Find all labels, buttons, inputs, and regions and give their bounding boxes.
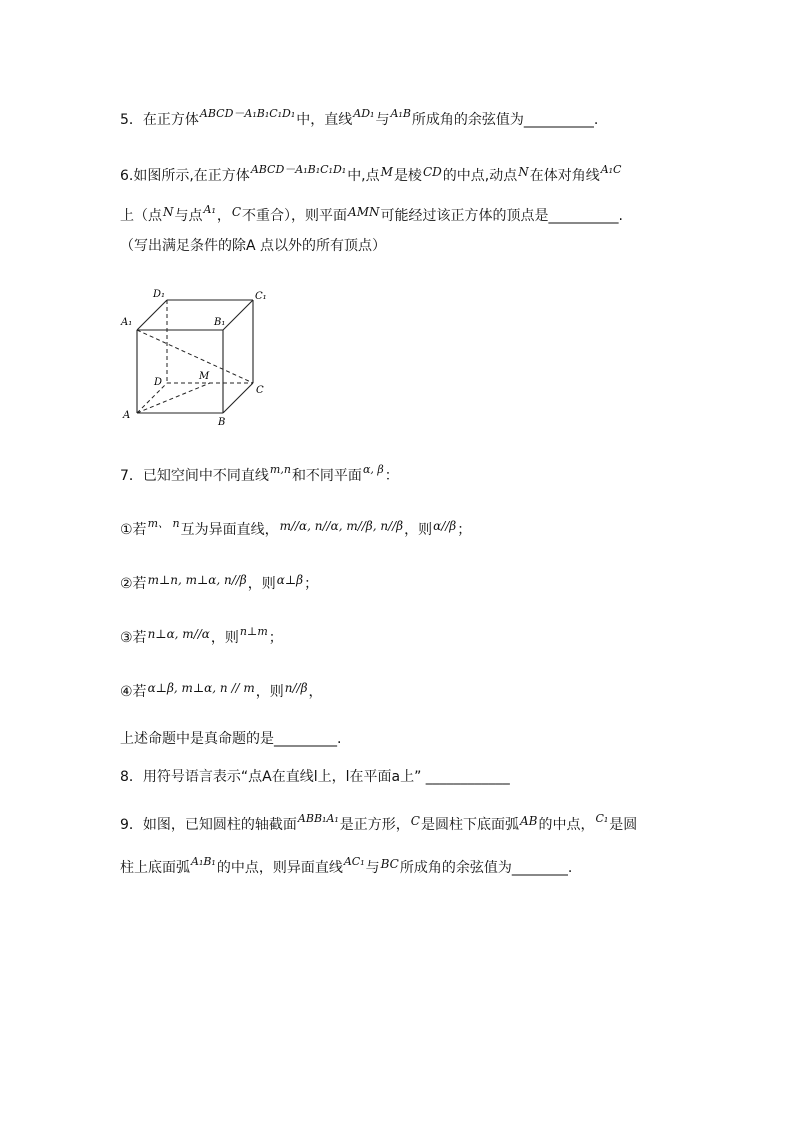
math-expr: CD	[422, 165, 442, 179]
math-expr: α⊥β	[276, 573, 304, 587]
text: ，则	[247, 576, 276, 592]
text: 上述命题中是真命题的是_________.	[120, 731, 342, 747]
text: 与点	[174, 208, 203, 224]
text: 的中点,动点	[442, 168, 518, 184]
edge-bc	[223, 383, 253, 413]
question-5	[120, 107, 599, 131]
edge-b1c1	[223, 300, 253, 330]
text: 是圆柱下底面弧	[420, 817, 519, 833]
math-expr: m//α, n//α, m//β, n//β	[279, 519, 404, 533]
proposition-4	[120, 682, 323, 702]
note-text: （写出满足条件的除A 点以外的所有顶点）	[120, 238, 387, 254]
question-7	[120, 463, 399, 487]
math-expr: α, β	[362, 463, 384, 476]
text: ；	[304, 576, 319, 592]
label-c1: C₁	[255, 291, 267, 302]
math-expr: A₁C	[600, 163, 622, 176]
math-expr: m⊥n, m⊥α, n//β	[147, 573, 247, 587]
proposition-2	[120, 574, 318, 594]
math-expr: m,n	[269, 463, 291, 476]
math-expr: A₁	[203, 203, 216, 216]
cube-figure	[115, 285, 275, 430]
math-expr: AC₁	[343, 855, 365, 868]
math-expr: m、 n	[147, 517, 180, 530]
math-expr: n⊥α, m//α	[147, 627, 210, 641]
text: 中,点	[347, 168, 380, 184]
question-6-note	[120, 236, 386, 256]
math-expr: N	[163, 205, 174, 219]
math-expr: BC	[380, 857, 399, 871]
question-9-line-1	[120, 812, 638, 836]
question-number: 6.	[120, 168, 134, 184]
text: 上（点	[120, 208, 162, 224]
text: 的中点，则异面直线	[216, 860, 343, 876]
math-expr: C	[231, 205, 242, 219]
text: 中，直线	[296, 112, 353, 128]
text: 和不同平面	[291, 468, 362, 484]
segment-am	[137, 383, 210, 413]
text: 已知空间中不同直线	[142, 468, 269, 484]
question-6-line-1	[120, 163, 622, 187]
proposition-3	[120, 625, 283, 649]
text: 是棱	[393, 168, 422, 184]
diagonal-a1c	[137, 330, 253, 383]
text: ；	[268, 630, 283, 646]
text: ②若	[120, 576, 147, 592]
edge-ad-hidden	[137, 383, 167, 413]
label-m: M	[199, 371, 210, 382]
math-expr: α//β	[433, 519, 457, 533]
text: 与	[375, 112, 390, 128]
text: 互为异面直线，	[180, 522, 279, 538]
label-b1: B₁	[214, 317, 226, 328]
math-expr: C	[410, 814, 420, 828]
text: ，	[308, 684, 323, 700]
label-a1: A₁	[121, 317, 133, 328]
edge-a1d1	[137, 300, 167, 330]
text: ④若	[120, 684, 147, 700]
text: 如图所示,在正方体	[133, 168, 250, 184]
text: ：	[384, 468, 399, 484]
text: 在正方体	[142, 112, 199, 128]
math-expr: C₁	[595, 812, 609, 825]
math-expr: ABCD－A₁B₁C₁D₁	[199, 107, 296, 120]
text: 的中点，	[538, 817, 595, 833]
text: 所成角的余弦值为__________.	[411, 112, 599, 128]
text: ，则	[210, 630, 239, 646]
text: ，则	[404, 522, 433, 538]
question-number: 5．	[120, 112, 143, 128]
math-expr: α⊥β, m⊥α, n // m	[147, 681, 255, 695]
math-expr: AMN	[348, 205, 380, 219]
question-6-line-2	[120, 203, 623, 227]
math-expr: n⊥m	[239, 625, 268, 638]
label-d1: D₁	[153, 289, 166, 300]
text: 不重合），则平面	[242, 208, 348, 224]
text: 8．用符号语言表示“点A在直线l上，l在平面a上” ____________	[120, 769, 510, 785]
math-expr: A₁B	[390, 107, 411, 120]
math-expr: ABCD－A₁B₁C₁D₁	[250, 163, 347, 176]
text: 可能经过该正方体的顶点是__________.	[380, 208, 623, 224]
text: ，则	[255, 684, 284, 700]
label-c: C	[256, 385, 264, 396]
math-expr: ABB₁A₁	[297, 812, 339, 825]
text: 在体对角线	[529, 168, 600, 184]
text: 柱上底面弧	[120, 860, 190, 876]
text: 是正方形，	[339, 817, 410, 833]
text: ①若	[120, 522, 147, 538]
question-8	[120, 767, 510, 787]
text: ③若	[120, 630, 147, 646]
text: ；	[457, 522, 472, 538]
text: 是圆	[609, 817, 638, 833]
question-number: 7．	[120, 468, 143, 484]
math-expr: N	[518, 165, 529, 179]
text: 与	[365, 860, 380, 876]
text: 所成角的余弦值为________.	[399, 860, 573, 876]
math-expr: A₁B₁	[191, 855, 216, 868]
text: 如图，已知圆柱的轴截面	[142, 817, 297, 833]
math-expr: AB	[519, 814, 538, 828]
label-b: B	[218, 417, 226, 428]
question-number: 9．	[120, 817, 143, 833]
math-expr: AD₁	[353, 107, 375, 120]
question-9-line-2	[120, 855, 573, 879]
label-a: A	[123, 410, 131, 421]
label-d: D	[154, 377, 163, 388]
math-expr: M	[380, 165, 393, 179]
text: ，	[216, 208, 231, 224]
proposition-1	[120, 517, 472, 541]
question-7-conclusion	[120, 729, 341, 749]
math-expr: n//β	[284, 681, 308, 695]
